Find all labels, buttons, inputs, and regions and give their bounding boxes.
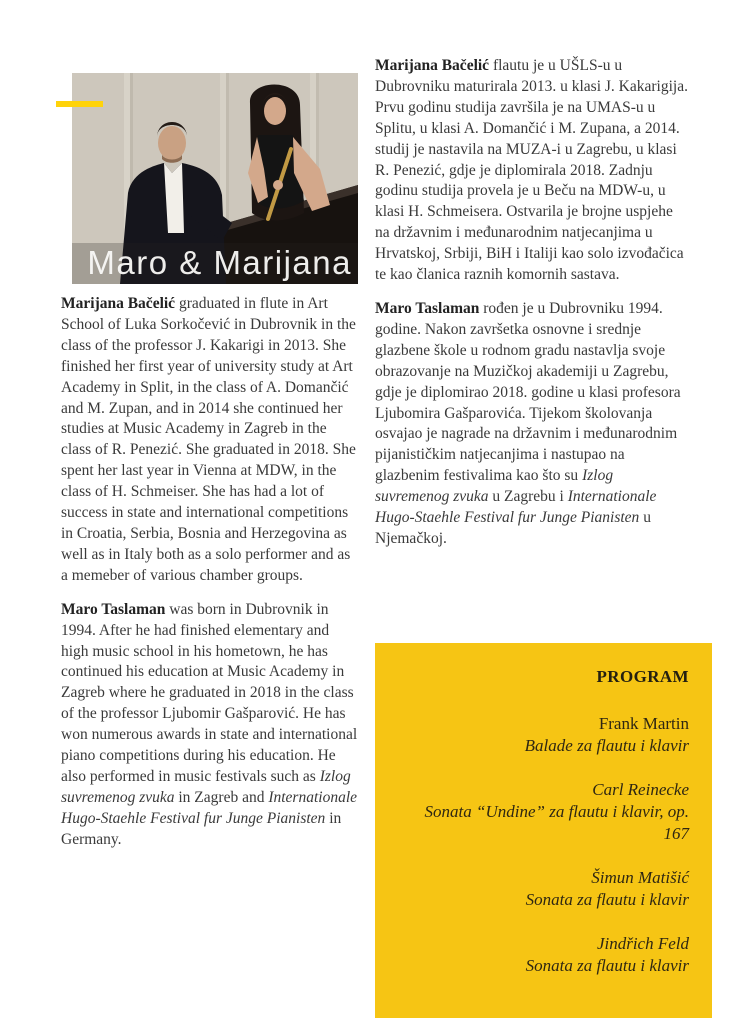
bio-marijana-english: Marijana Bačelić graduated in flute in Art School of Luka Sorkočević in Dubrovnik in the class of the professor J. Kakarigi in 2013. She finished her first year of university study at Art Academy in Split, in the class of A. Domančić and M. Zupan, and in 2014 she continued her studies at Music Academy in Zagreb in the class of R. Penezić. She graduated in 2018. She spent her last year in Vienna at MDW, in the class of H. Schmeiser. She has had a lot of success in state and international competitions in Croatia, Serbia, Bosnia and Herzegovina as well as in Italy both as a solo performer and as a memeber of various chamber groups.	[61, 295, 356, 584]
piece-title: Sonata “Undine” za flautu i klavir, op. 167	[424, 802, 689, 843]
composer-name: Šimun Matišić	[591, 868, 689, 887]
composer-name: Carl Reinecke	[592, 780, 689, 799]
program-item	[395, 713, 689, 757]
program-heading: PROGRAM	[596, 667, 689, 686]
bio-maro-english: Maro Taslaman was born in Dubrovnik in 1994. After he had finished elementary and high music school in his hometown, he has continued his education at Music Academy in Zagreb where he graduated in 2018 in the class of the professor Ljubomir Gašparović. He has won numerous awards in state and international piano competitions during his education. He also performed in music festivals such as Izlog suvremenog zvuka in Zagreb and Internationale Hugo-Staehle Festival fur Junge Pianisten in Germany.	[61, 600, 358, 848]
composer-name: Frank Martin	[598, 714, 689, 733]
right-column	[375, 56, 689, 563]
piece-title: Sonata za flautu i klavir	[525, 890, 689, 909]
program-box	[375, 643, 712, 1018]
composer-name: Jindřich Feld	[596, 934, 689, 953]
program-item	[395, 933, 689, 977]
photo-overlay-title: Maro & Marijana	[87, 244, 352, 281]
bio-maro-croatian: Maro Taslaman rođen je u Dubrovniku 1994. godine. Nakon završetka osnovne i srednje glazbene škole u rodnom gradu nastavlja svoje obrazovanje na Muzičkoj akademiji u Zagrebu, gdje je diplomirao 2018. godine u klasi profesora Ljubomira Gašparovića. Tijekom školovanja osvajao je nagrade na državnim i međunarodnim pijanističkim natjecanjima i nastupao na glazbenim festivalima kao što su Izlog suvremenog zvuka u Zagrebu i Internationale Hugo-Staehle Festival fur Junge Pianisten u Njemačkoj.	[375, 299, 681, 547]
bio-marijana-croatian: Marijana Bačelić flautu je u UŠLS-u u Dubrovniku maturirala 2013. u klasi J. Kakarigija. Prvu godinu studija završila je na UMAS-u u Splitu, u klasi A. Domančić i M. Zupana, a 2014. studij je nastavila na MUZA-i u Zagrebu, u klasi R. Penezić, gdje je diplomirala 2018. Zadnju godinu studija provela je u Beču na MDW-u, u klasi H. Schmeisera. Ostvarila je brojne uspjehe na državnim i međunarodnim natjecanjima u Hrvatskoj, Srbiji, BiH i Italiji kao solo izvođačica te kao članica raznih komornih sastava.	[375, 57, 688, 284]
program-item	[395, 867, 689, 911]
piece-title: Sonata za flautu i klavir	[525, 956, 689, 975]
yellow-accent-dash	[56, 101, 103, 107]
duo-photo	[72, 73, 358, 284]
program-item	[395, 779, 689, 845]
left-column	[61, 294, 358, 864]
piece-title: Balade za flautu i klavir	[524, 736, 689, 755]
